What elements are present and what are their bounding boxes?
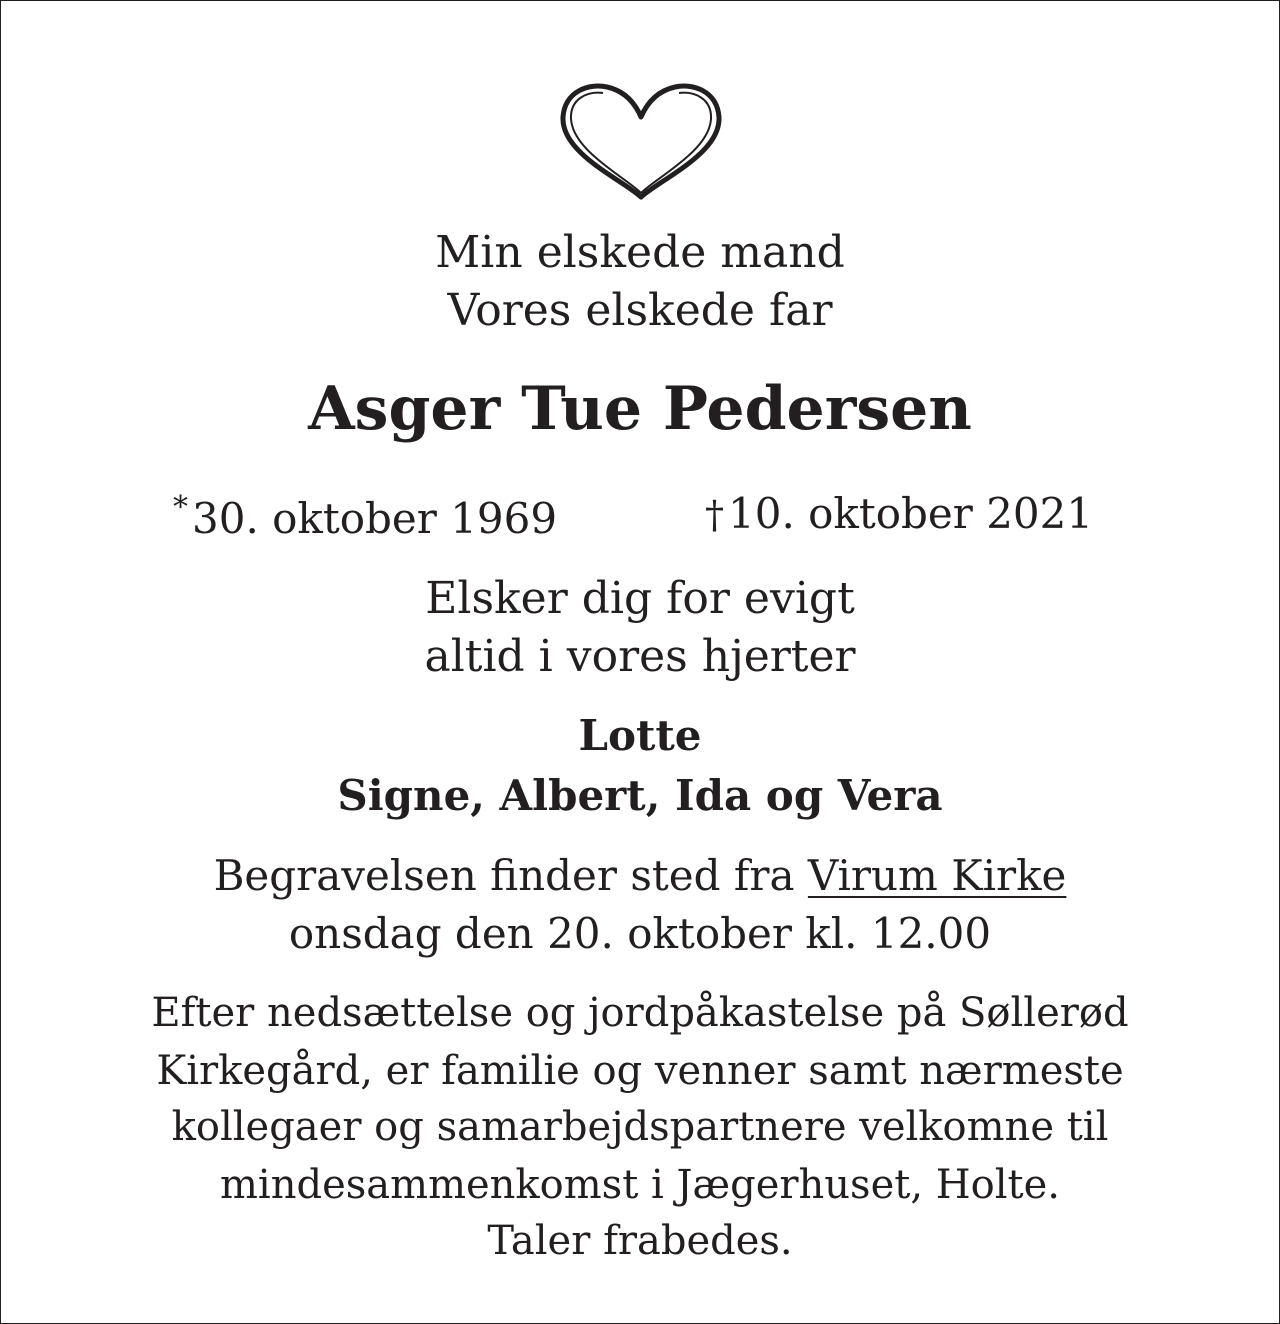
funeral-line-1 — [1, 851, 1279, 900]
deceased-name: Asger Tue Pedersen — [308, 374, 972, 444]
funeral-line-2: onsdag den 20. oktober kl. 12.00 — [288, 909, 992, 958]
death-date-text: 10. oktober 2021 — [728, 489, 1094, 538]
death-date — [705, 489, 1094, 538]
after-line-4: mindesammenkomst i Jægerhuset, Holte. — [220, 1162, 1060, 1208]
after-line-3: kollegaer og samarbejdspartnere velkomne til — [171, 1104, 1109, 1150]
family-line-2: Signe, Albert, Ida og Vera — [337, 771, 943, 820]
intro-line-2: Vores elskede far — [447, 285, 833, 336]
funeral-prefix: Begravelsen finder sted fra — [213, 851, 808, 900]
birth-date-text: 30. oktober 1969 — [192, 494, 558, 543]
birth-date — [173, 490, 558, 543]
after-line-5: Taler frabedes. — [487, 1218, 793, 1264]
family-line-1: Lotte — [578, 711, 702, 760]
verse-line-2: altid i vores hjerter — [424, 631, 856, 682]
intro-line-1: Min elskede mand — [435, 227, 845, 278]
after-line-1: Efter nedsættelse og jordpåkastelse på Søllerød — [151, 990, 1129, 1036]
cross-icon: † — [705, 493, 724, 537]
church-link[interactable]: Virum Kirke — [807, 851, 1067, 900]
verse-line-1: Elsker dig for evigt — [425, 573, 855, 624]
birth-symbol: * — [173, 490, 188, 525]
heart-icon — [559, 81, 723, 201]
after-line-2: Kirkegård, er familie og venner samt nærmeste — [156, 1048, 1124, 1094]
